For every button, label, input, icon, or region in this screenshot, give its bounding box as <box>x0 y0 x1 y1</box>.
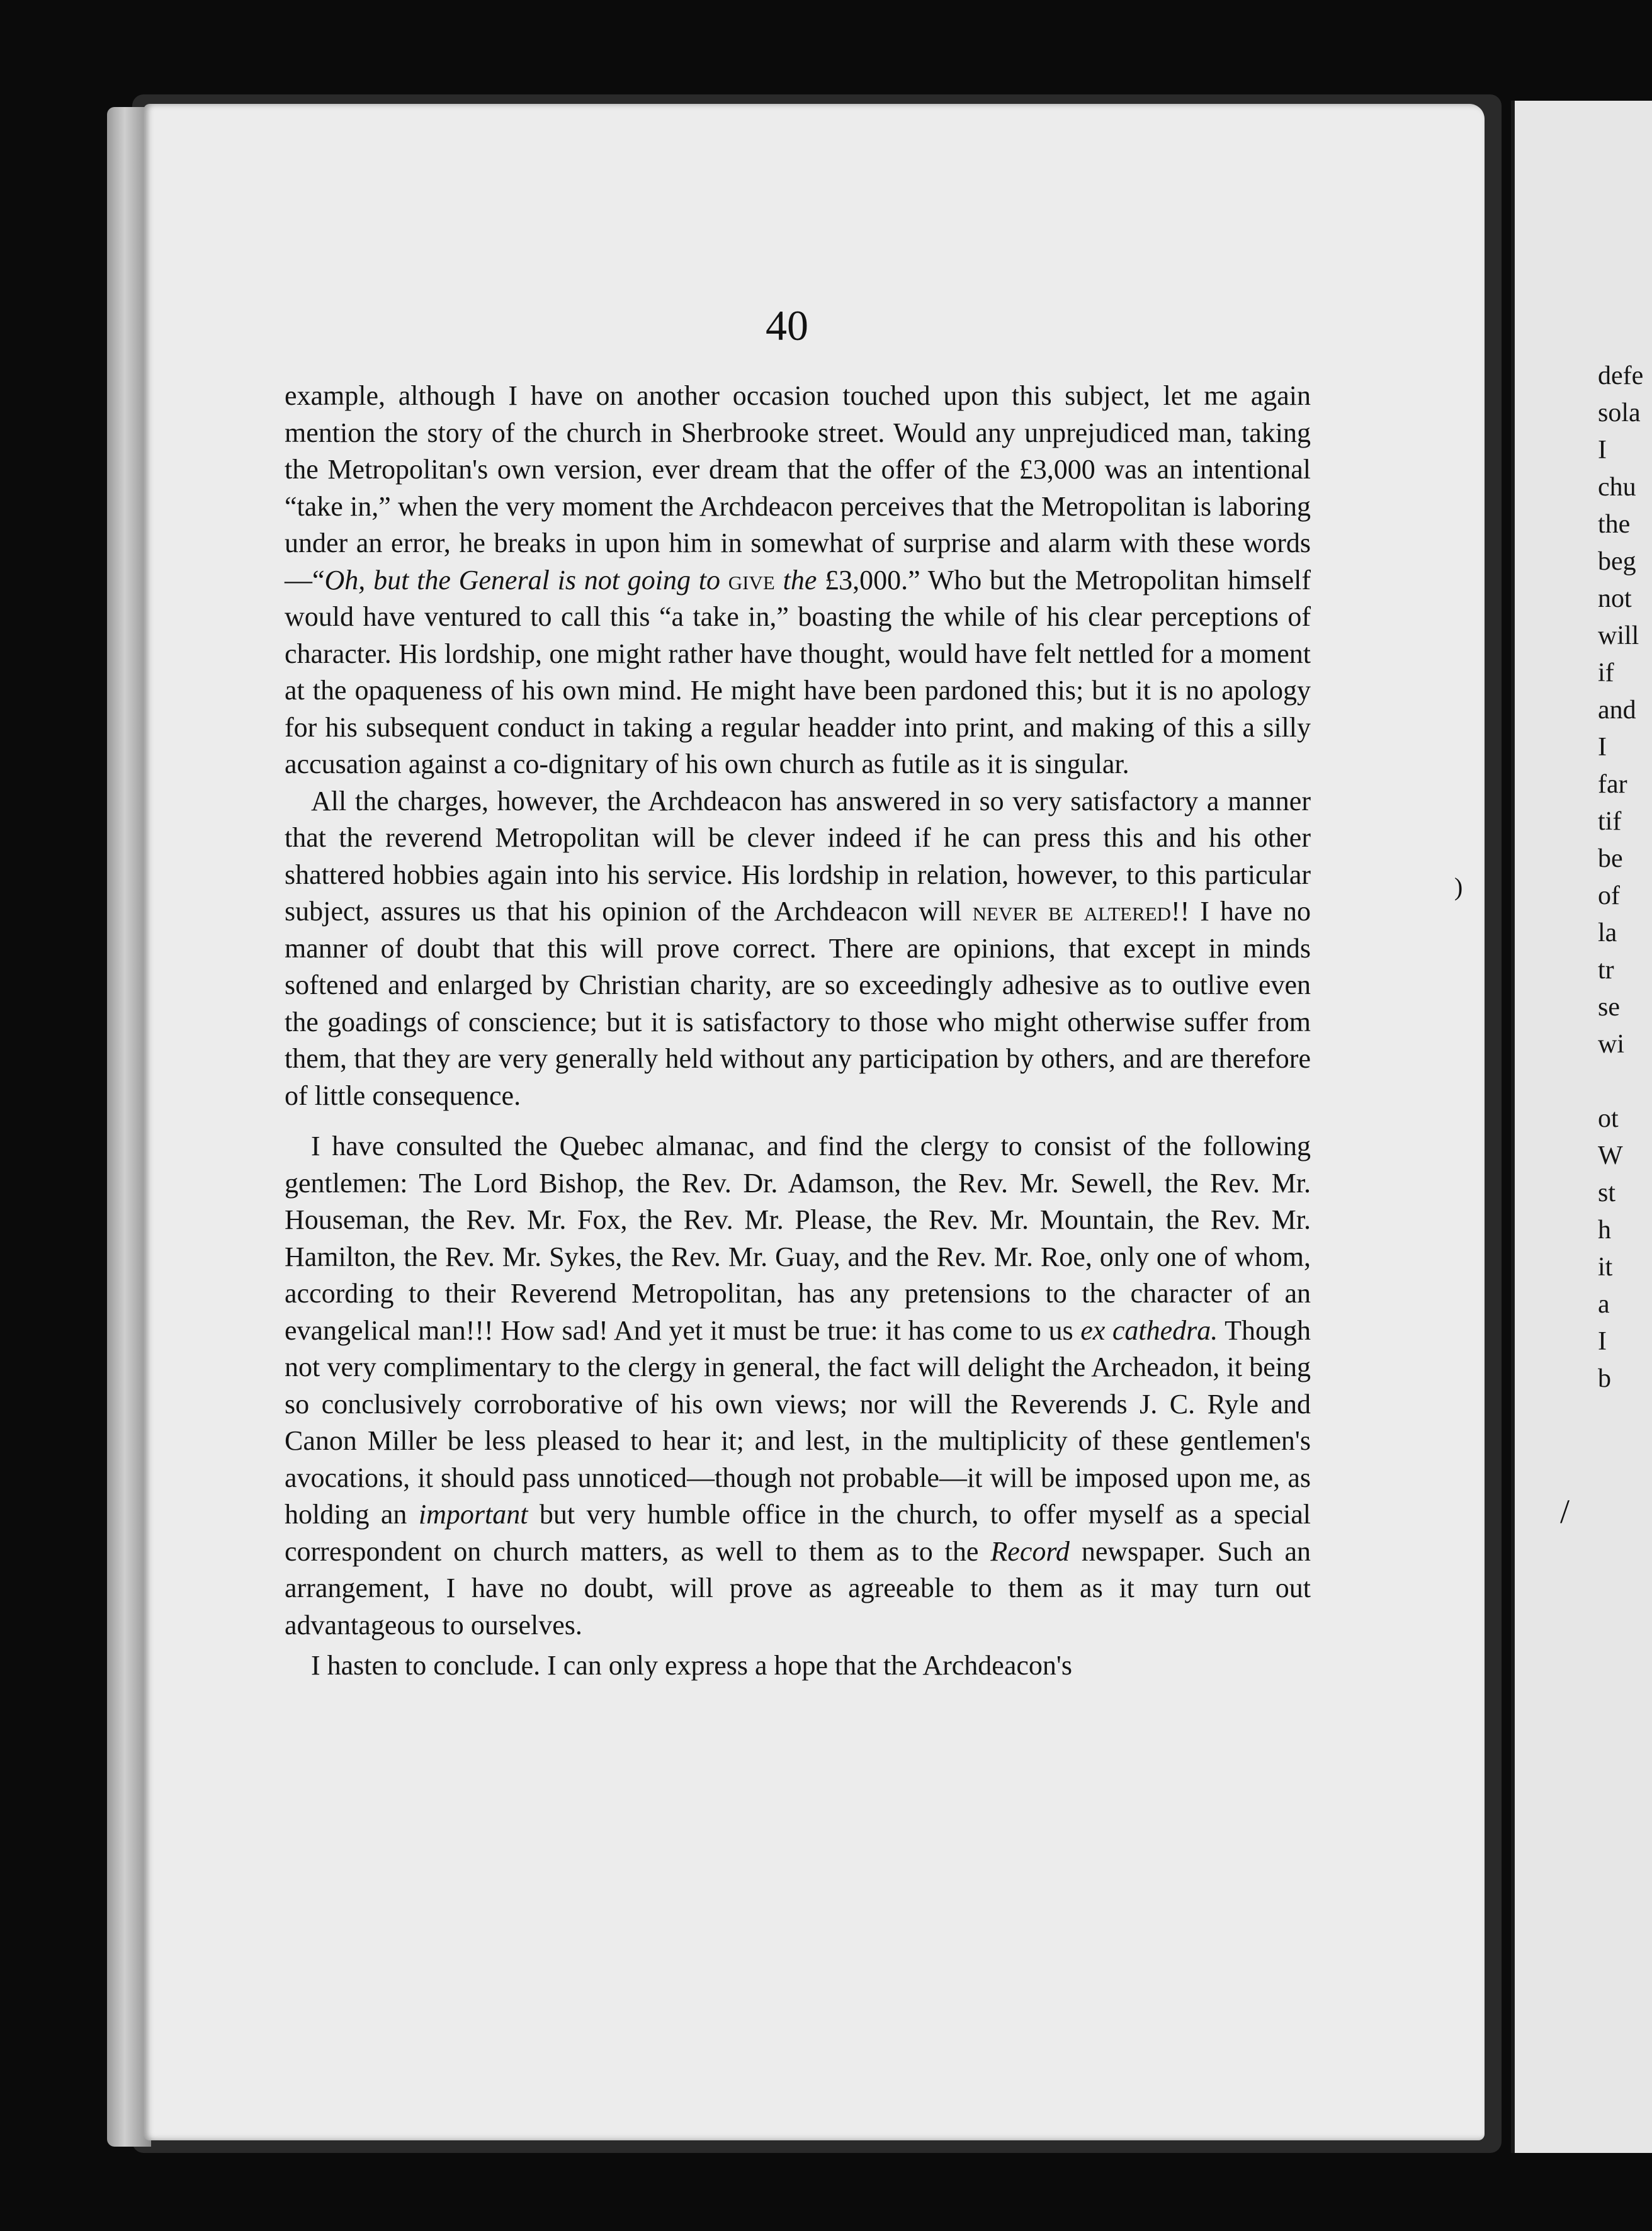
paragraph-3: I have consulted the Quebec almanac, and find the clergy to consist of the following gentlemen: The Lord Bishop, the Rev. Dr. Adamson, the Rev. Mr. Sewell, the Rev. Mr. Houseman, the Rev. Mr. Fox, the Rev. Mr. Please, the Rev. Mr. Mountain, the Rev. Mr. Hamilton, the Rev. Mr. Sykes, the Rev. Mr. Guay, and the Rev. Mr. Roe, only one of whom, according to their Reverend Metropolitan, has any pretensions to the character of an evangelical man!!! How sad! And yet it must be true: it has come to us ex cathedra. Though not very complimentary to the clergy in general, the fact will delight the Archeadon, it being so conclusively corroborative of his own views; nor will the Reverends J. C. Ryle and Canon Miller be less pleased to hear it; and lest, in the multiplicity of these gentlemen's avocations, it should pass unnoticed—though not probable—it will be imposed upon me, as holding an important but very humble office in the church, to offer myself as a special correspondent on church matters, as well to them as to the Record newspaper. Such an arrangement, I have no doubt, will prove as agreeable to them as it may turn out advantageous to ourselves. <box>285 1131 1311 1641</box>
page-number: 40 <box>766 302 808 349</box>
page-text <box>285 378 1311 1685</box>
paragraph-2: All the charges, however, the Archdeacon has answered in so very satisfactory a manner that the reverend Metropolitan will be clever indeed if he can press this and his other shattered hobbies again into his service. His lordship in relation, however, to this particular subject, assures us that his opinion of the Archdeacon will never be altered!! I have no manner of doubt that this will prove correct. There are opinions, that except in minds softened and enlarged by Christian charity, are so exceedingly adhesive as to outlive even the goadings of conscience; but it is satisfactory to those who might otherwise suffer from them, that they are very generally held without any participation by others, and are therefore of little consequence. <box>285 785 1311 1111</box>
paragraph-1: example, although I have on another occasion touched upon this subject, let me again mention the story of the church in Sherbrooke street. Would any unprejudiced man, taking the Metropolitan's own version, ever dream that the offer of the £3,000 was an intentional “take in,” when the very moment the Archdeacon perceives that the Metropolitan is laboring under an error, he breaks in upon him in somewhat of surprise and alarm with these words—“Oh, but the General is not going to give the £3,000.” Who but the Metropolitan himself would have ventured to call this “a take in,” boasting the while of his clear perceptions of character. His lordship, one might rather have thought, would have felt nettled for a moment at the opaqueness of his own mind. He might have been pardoned this; but it is no apology for his subsequent conduct in taking a regular headder into print, and making of this a silly accusation against a co-dignitary of his own church as futile as it is singular. <box>285 380 1311 779</box>
neighbor-page-text: defe sola I chu the beg not will if and I far tif be of la tr se wi ot W st h it a I b <box>1598 361 1644 1393</box>
ink-speck: / <box>1560 1493 1570 1530</box>
ink-speck: ) <box>1454 873 1463 901</box>
paragraph-4: I hasten to conclude. I can only express a hope that the Archdeacon's <box>311 1650 1072 1681</box>
